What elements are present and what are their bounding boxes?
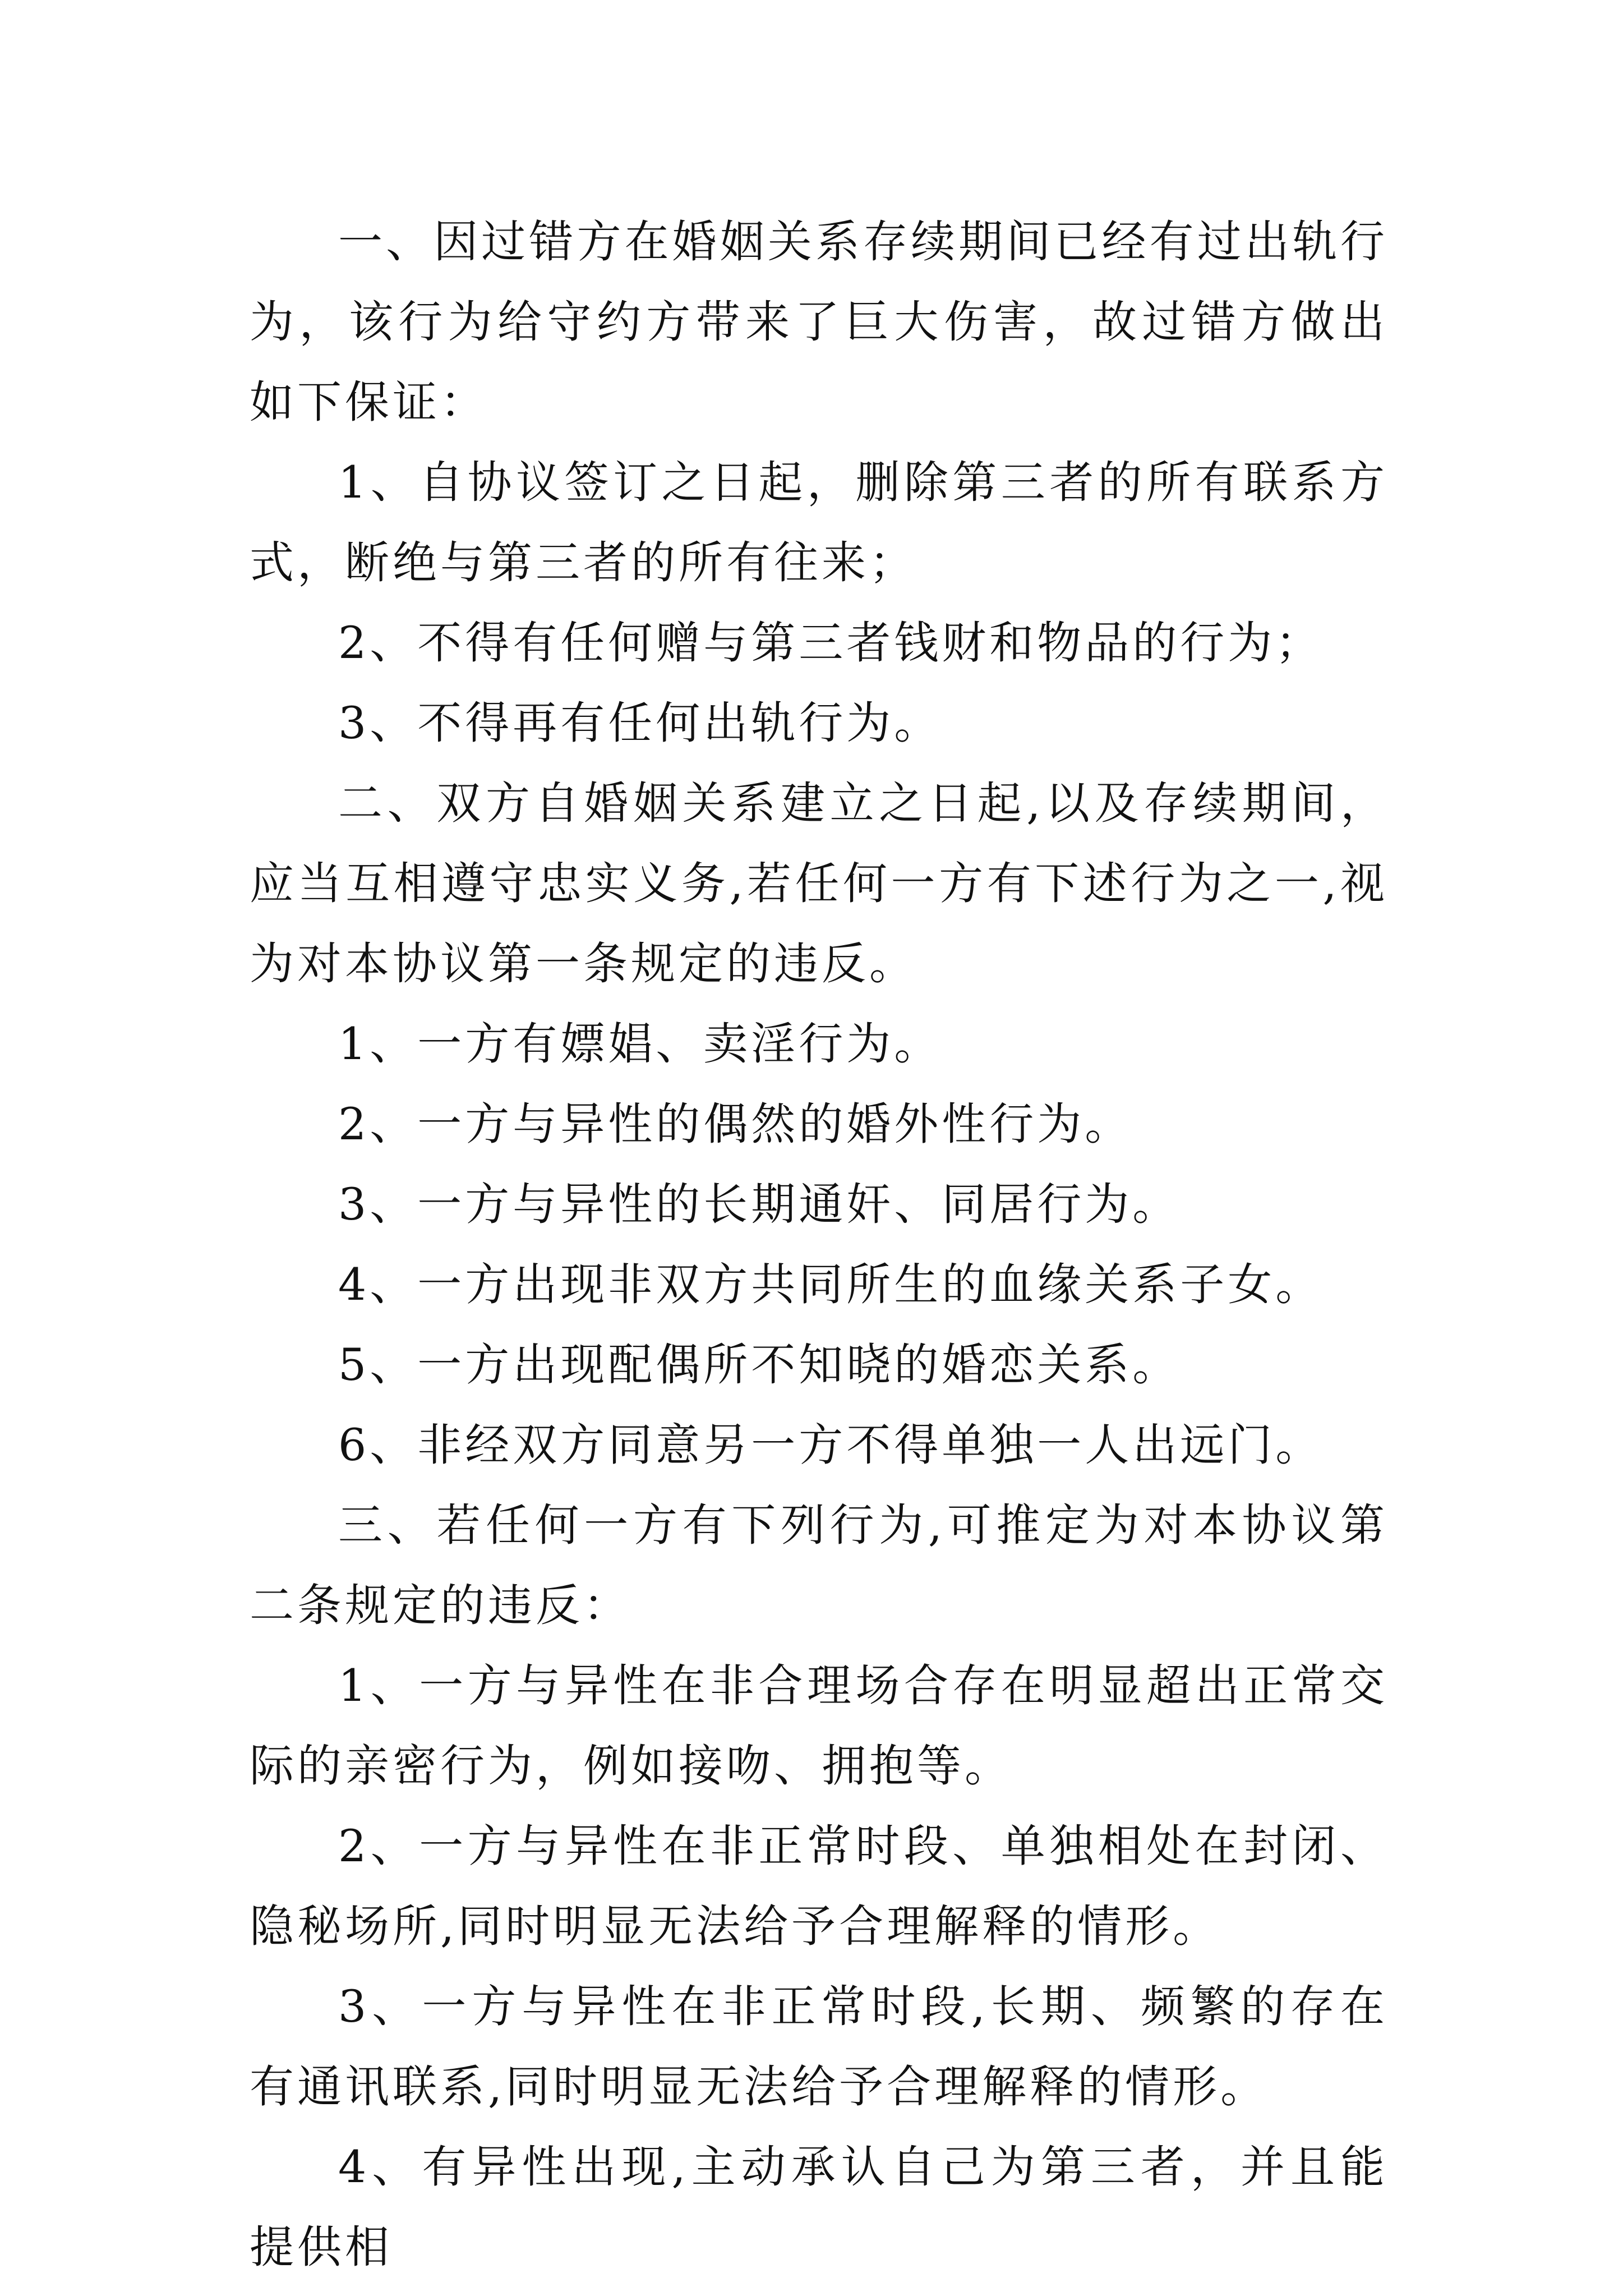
paragraph-item-2-6: 6、非经双方同意另一方不得单独一人出远门。 bbox=[338, 1419, 1324, 1471]
paragraph-item-2-5: 5、一方出现配偶所不知晓的婚恋关系。 bbox=[338, 1339, 1181, 1391]
paragraph-item-3-2: 2、一方与异性在非正常时段、单独相处在封闭、隐秘场所,同时明显无法给予合理解释的情形。 bbox=[250, 1820, 1388, 1952]
paragraph-item-3-3: 3、一方与异性在非正常时段,长期、频繁的存在有通讯联系,同时明显无法给予合理解释的情形。 bbox=[250, 1981, 1388, 2113]
paragraph-section-1: 一、因过错方在婚姻关系存续期间已经有过出轨行为，该行为给守约方带来了巨大伤害，故过错方做出如下保证： bbox=[250, 216, 1388, 428]
paragraph-section-2: 二、双方自婚姻关系建立之日起,以及存续期间，应当互相遵守忠实义务,若任何一方有下述行为之一,视为对本协议第一条规定的违反。 bbox=[250, 777, 1388, 990]
paragraph-item-2-4: 4、一方出现非双方共同所生的血缘关系子女。 bbox=[338, 1259, 1324, 1310]
paragraph-item-1-1: 1、自协议签订之日起，删除第三者的所有联系方式，断绝与第三者的所有往来； bbox=[250, 457, 1388, 588]
paragraph-item-2-2: 2、一方与异性的偶然的婚外性行为。 bbox=[338, 1098, 1133, 1150]
paragraph-section-3: 三、若任何一方有下列行为,可推定为对本协议第二条规定的违反： bbox=[250, 1499, 1388, 1631]
paragraph-item-3-1: 1、一方与异性在非合理场合存在明显超出正常交际的亲密行为，例如接吻、拥抱等。 bbox=[250, 1660, 1388, 1792]
paragraph-item-2-1: 1、一方有嫖娼、卖淫行为。 bbox=[338, 1018, 942, 1070]
paragraph-item-1-2: 2、不得有任何赠与第三者钱财和物品的行为； bbox=[338, 617, 1324, 669]
document-body bbox=[250, 202, 1388, 2288]
paragraph-item-3-4: 4、有异性出现,主动承认自己为第三者，并且能提供相 bbox=[250, 2141, 1388, 2273]
paragraph-item-2-3: 3、一方与异性的长期通奸、同居行为。 bbox=[338, 1179, 1181, 1230]
paragraph-item-1-3: 3、不得再有任何出轨行为。 bbox=[338, 697, 942, 749]
